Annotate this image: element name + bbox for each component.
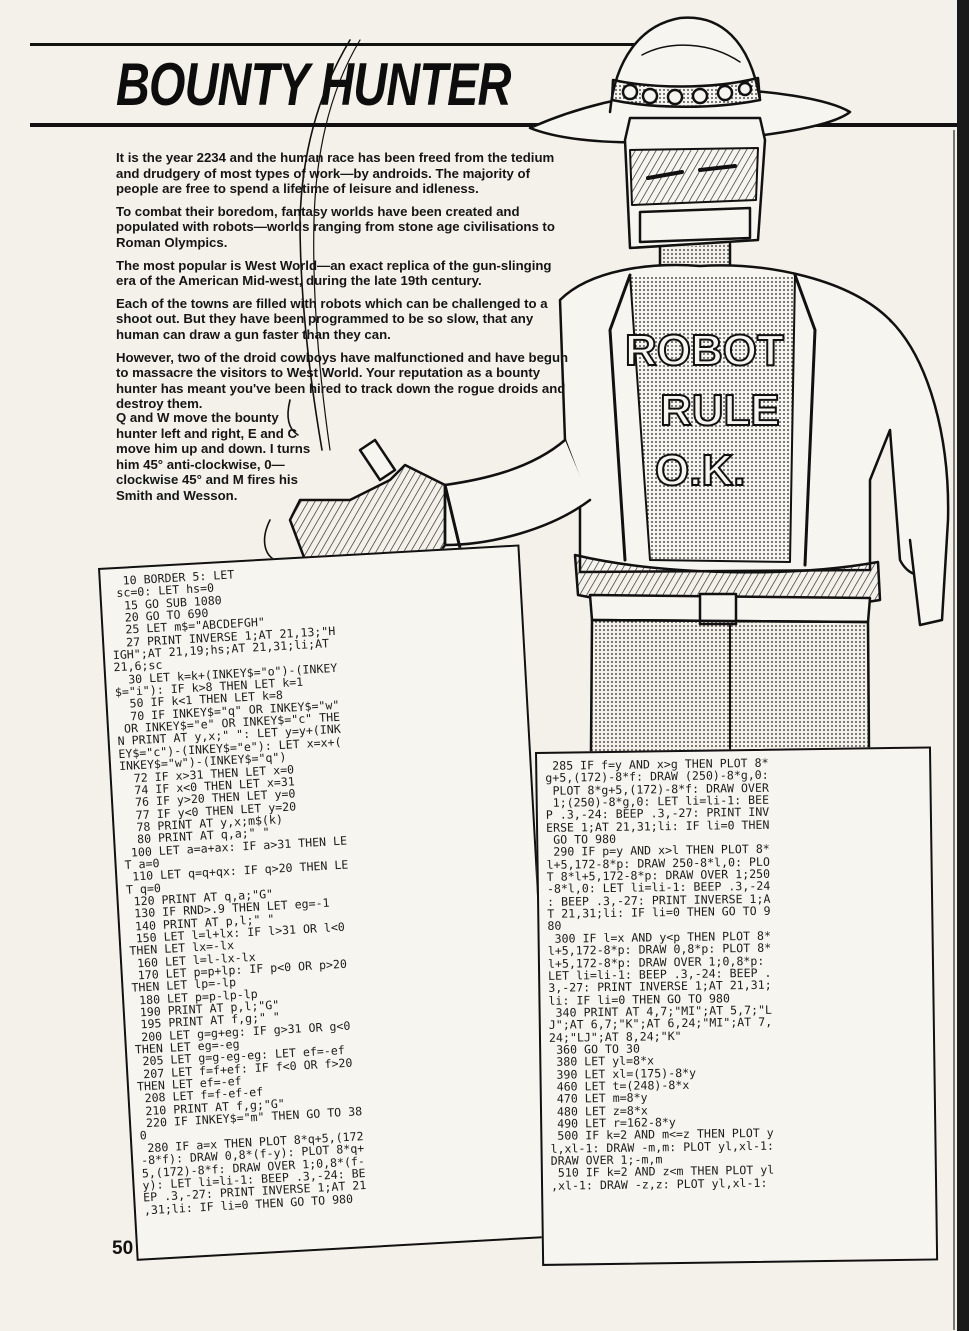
page-title: BOUNTY HUNTER bbox=[116, 51, 511, 118]
page-edge-shadow bbox=[957, 0, 969, 1331]
intro-paragraph: However, two of the droid cowboys have malfunctioned and have begun to massacre the visitors to West World. Your reputation as a bounty hunter has meant you've been hired to track down the rogue droids and destroy them. bbox=[116, 349, 569, 412]
shirt-text-line-1: ROBOT bbox=[625, 326, 784, 375]
shirt-text-line-2: RULE bbox=[660, 386, 780, 435]
code-listing-left-text: 10 BORDER 5: LET sc=0: LET hs=0 15 GO SUB 1080 20 GO TO 690 25 LET m$="ABCDEFGH" 27 PRINT INVERSE 1;AT 21,13;"H IGH";AT 21,19;hs;AT 21,31;li;AT 21,6;sc 30 LET k=k+(INKEY$="o")-(INKEY $="i"): IF k>8 THEN LET k=1 50 IF k<1 THEN LET k=8 70 IF INKEY$="q" OR INKEY$="w" OR INKEY$="e" OR INKEY$="c" THE N PRINT AT y,x;" ": LET y=y+(INK EY$="c")-(INKEY$="e"): LET x=x+( INKEY$="w")-(INKEY$="q") 72 IF x>31 THEN LET x=0 74 IF x<0 THEN LET x=31 76 IF y>20 THEN LET y=0 77 IF y<0 THEN LET y=20 78 PRINT AT y,x;m$(k) 80 PRINT AT q,a;" " 100 LET a=a+ax: IF a>31 THEN LE T a=0 110 LET q=q+qx: IF q>20 THEN LE T q=0 120 PRINT AT q,a;"G" 130 IF RND>.9 THEN LET eg=-1 140 PRINT AT p,l;" " 150 LET l=l+lx: IF l>31 OR l<0 THEN LET lx=-lx 160 LET l=l-lx-lx 170 LET p=p+lp: IF p<0 OR p>20 THEN LET lp=-lp 180 LET p=p-lp-lp 190 PRINT AT p,l;"G" 195 PRINT AT f,g;" " 200 LET g=g+eg: IF g>31 OR g<0 THEN LET eg=-eg 205 LET g=g-eg-eg: LET ef=-ef 207 LET f=f+ef: IF f<0 OR f>20 THEN LET ef=-ef 208 LET f=f-ef-ef 210 PRINT AT f,g;"G" 220 IF INKEY$="m" THEN GO TO 38 0 280 IF a=x THEN PLOT 8*q+5,(172 -8*f): DRAW 0,8*(f-y): PLOT 8*q+ 5,(172)-8*f: DRAW OVER 1;0,8*(f- y): LET li=li-1: BEEP .3,-24: BE EP .3,-27: PRINT INVERSE 1;AT 21 ,31;li: IF li=0 THEN GO TO 980 bbox=[108, 567, 367, 1217]
page-number: 50 bbox=[112, 1238, 134, 1259]
controls-text bbox=[116, 410, 316, 504]
intro-text bbox=[116, 150, 571, 419]
controls-paragraph: Q and W move the bounty hunter left and right, E and C move him up and down. I turns him 45° anti-clockwise, 0—clockwise 45° and M fires his Smith and Wesson. bbox=[116, 410, 311, 503]
code-listing-right-text: 285 IF f=y AND x>g THEN PLOT 8* g+5,(172)-8*f: DRAW (250)-8*g,0: PLOT 8*g+5,(172)-8*f: DRAW OVER 1;(250)-8*g,0: LET li=li-1: BEE P .3,-24: BEEP .3,-27: PRINT INV ERSE 1;AT 21,31;li: IF li=0 THEN GO TO 980 290 IF p=y AND x>l THEN PLOT 8* l+5,172-8*p: DRAW 250-8*l,0: PLO T 8*l+5,172-8*p: DRAW OVER 1;250 -8*l,0: LET li=li-1: BEEP .3,-24 : BEEP .3,-27: PRINT INVERSE 1;A T 21,31;li: IF li=0 THEN GO TO 9 80 300 IF l=x AND y<p THEN PLOT 8* l+5,172-8*p: DRAW 0,8*p: PLOT 8* l+5,172-8*p: DRAW OVER 1;0,8*p: LET li=li-1: BEEP .3,-24: BEEP . 3,-27: PRINT INVERSE 1;AT 21,31; li: IF li=0 THEN GO TO 980 340 PRINT AT 4,7;"MI";AT 5,7;"L J";AT 6,7;"K";AT 6,24;"MI";AT 7, 24;"LJ";AT 8,24;"K" 360 GO TO 30 380 LET yl=8*x 390 LET xl=(175)-8*y 460 LET t=(248)-8*x 470 LET m=8*y 480 LET z=8*x 490 LET r=162-8*y 500 IF k=2 AND m<=z THEN PLOT y l,xl-1: DRAW -m,m: PLOT yl,xl-1: DRAW OVER 1;-m,m 510 IF k=2 AND z<m THEN PLOT yl ,xl-1: DRAW -z,z: PLOT yl,xl-1: bbox=[545, 755, 775, 1193]
code-listing-right bbox=[535, 746, 938, 1265]
intro-paragraph: It is the year 2234 and the human race has been freed from the tedium and drudgery of most types of work—by androids. The majority of people are free to spend a lifetime of leisure and idleness. bbox=[116, 150, 555, 197]
code-listing-left bbox=[98, 544, 558, 1260]
intro-paragraph: Each of the towns are filled with robots which can be challenged to a shoot out. But they have been programmed to be so slow, that any human can draw a gun faster than they can. bbox=[116, 295, 548, 342]
intro-paragraph: To combat their boredom, fantasy worlds have been created and populated with robots—worlds ranging from stone age civilisations to Roman Olympics. bbox=[116, 203, 555, 250]
intro-paragraph: The most popular is West World—an exact replica of the gun-slinging era of the American Mid-west, during the late 19th century. bbox=[116, 257, 552, 289]
shirt-text-line-3: O.K. bbox=[655, 446, 746, 495]
page-gutter-line bbox=[953, 130, 955, 1330]
